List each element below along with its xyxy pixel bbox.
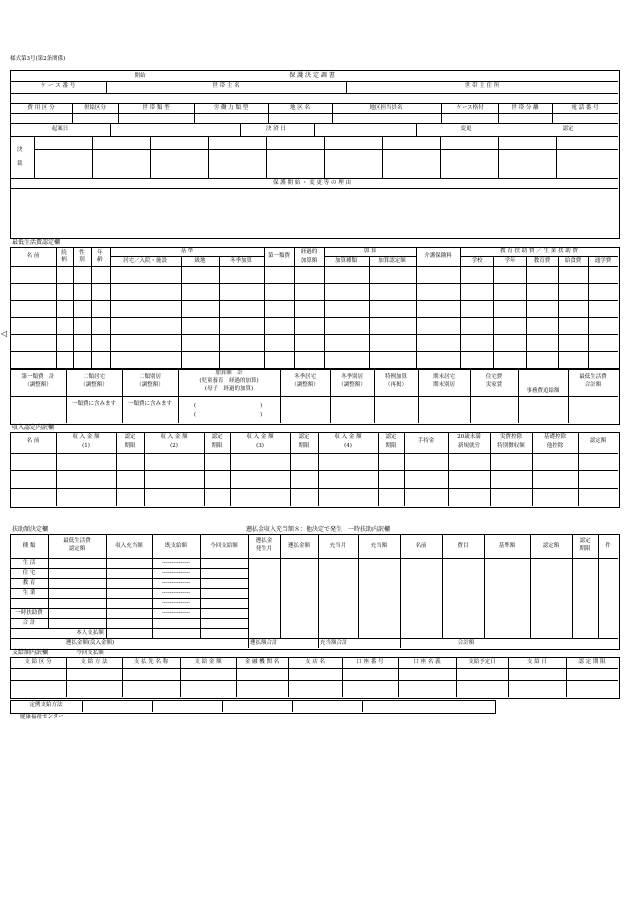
sum-jutaku-2: 実家賃 <box>485 382 503 388</box>
sum-toki-kyotaku-2: （調整額） <box>291 382 319 388</box>
kian-date-label: 起案日 <box>51 126 69 132</box>
juto-total-label: 充当額合計 <box>320 640 348 646</box>
paren-open-2: ( <box>194 412 197 418</box>
hiyo-kubun-label: 費 用 区 分 <box>27 105 55 111</box>
dash-row-6: --------------- <box>162 610 190 616</box>
ichiji-kigen-b: 期限 <box>579 546 591 552</box>
keika-1: 経過的 <box>300 249 318 255</box>
fujo-row-gokei: 合 計 <box>22 620 36 626</box>
saitei-name-header: 名 前 <box>26 253 40 259</box>
kasan-nintei-header: 加算認定額 <box>378 258 406 264</box>
header-table <box>10 70 620 239</box>
shunyu-1-b: (1) <box>82 443 90 449</box>
shunyu-1-a: 収 入 金 額 <box>72 434 100 440</box>
sum-toki-bekkyo-1: 冬季別居 <box>340 374 364 380</box>
sakano-kingaku-header: 遡払金額 <box>287 543 311 549</box>
ichiji-kigen-a: 認定 <box>579 538 591 544</box>
toki-kasan-header: 冬季加算 <box>229 258 253 264</box>
shikyu-kingaku-header: 支 給 金 額 <box>194 659 222 665</box>
teirei-label: 定例支給方法 <box>29 702 63 708</box>
henko-label: 変更 <box>460 126 472 132</box>
shunyu-2-b: (2) <box>170 443 178 449</box>
fujo-saitei-b: 認定額 <box>68 546 86 552</box>
sum-toki-kyotaku-1: 冬季居宅 <box>293 374 317 380</box>
sum-jimuhi: 事務費追給額 <box>526 388 560 394</box>
kasan-shurui-header: 加算種類 <box>334 258 358 264</box>
kijungaku-header: 基準額 <box>498 543 516 549</box>
dash-row-4: --------------- <box>162 590 190 596</box>
sakano-b: 発生月 <box>255 546 273 552</box>
sum-ichirui-2: （調整額） <box>24 382 52 388</box>
kyoikuhi-header: 教育費 <box>533 258 551 264</box>
kinyu-kikan-header: 金 融 機 関 名 <box>244 659 280 665</box>
kigen-2-a: 認定 <box>211 434 223 440</box>
sum-toki-bekkyo-2: （調整額） <box>338 382 366 388</box>
sum-kimatsu-1: 期末居宅 <box>432 374 456 380</box>
juto-tsuki-header: 充当月 <box>329 543 347 549</box>
sum-kimatsu-2: 期末別居 <box>432 382 456 388</box>
dash-row-1: --------------- <box>162 560 190 566</box>
shunyu-4-b: (4) <box>344 443 352 449</box>
jippi-a: 実費控除 <box>499 434 523 440</box>
kigen-4-b: 期限 <box>385 443 397 449</box>
sum-ichirui-1: 第一類費 計 <box>21 374 55 380</box>
sum-kasan-2: (児童養育 経過的加算) <box>199 378 259 384</box>
sum-tokurei-2: （再掲） <box>384 382 408 388</box>
sakano-a: 遡払金 <box>255 538 273 544</box>
shunyu-4-a: 収 入 金 額 <box>334 434 362 440</box>
shunyu-name-header: 名 前 <box>26 438 40 444</box>
himoku-header: 費目 <box>457 543 469 549</box>
shikyu-hoho-header: 支 給 方 法 <box>80 659 108 665</box>
shiten-header: 支 店 名 <box>305 659 325 665</box>
kiso-a: 基礎控除 <box>543 434 567 440</box>
fujo-row-jutaku: 住 宅 <box>22 570 36 576</box>
shikyu-kubun-header: 支 給 区 分 <box>24 659 52 665</box>
ichiji-nintei-header: 認定額 <box>542 543 560 549</box>
form-title: 保 護 決 定 調 書 <box>289 72 335 79</box>
daiichi-header: 第一類費 <box>267 253 291 259</box>
sum-kasan-3: (母子 経過的加算) <box>204 386 254 392</box>
nintei-label: 認定 <box>562 126 574 132</box>
shinki-a: 20歳未満 <box>457 434 481 440</box>
shiharaisaki-header: 支 払 先 名 称 <box>133 659 169 665</box>
footer-center: 健康福祉センター <box>20 714 64 720</box>
kyuchi-header: 級地 <box>194 258 206 264</box>
temochi-header: 手持金 <box>417 438 435 444</box>
sum-saitei-1: 最低生活費 <box>579 374 607 380</box>
reason-title: 保 護 開 始 ・ 変 更 等 の 理 由 <box>273 180 351 186</box>
sum-kasan-1: 加算額 計 <box>215 370 243 376</box>
paren-open-1: ( <box>194 403 197 409</box>
shinki-b: 新規就労 <box>457 443 481 449</box>
rodoryoku-label: 労 働 力 類 型 <box>213 105 249 111</box>
ken-header: 件 <box>605 543 611 549</box>
sum-tokurei-1: 特例加算 <box>384 374 408 380</box>
setainushi-address-label: 世 帯 主 住 所 <box>464 83 500 89</box>
nenrei-2: 齢 <box>97 257 103 263</box>
margin-marker: ◁ <box>1 329 8 338</box>
tsugaku-header: 通学費 <box>594 258 612 264</box>
sum-nirui-kyotaku-2: （調整額） <box>80 382 108 388</box>
kigen-2-b: 期限 <box>211 443 223 449</box>
phone-label: 電 話 番 号 <box>571 105 599 111</box>
gakko-header: 学校 <box>471 258 483 264</box>
kijun-header: 基 準 <box>180 248 194 254</box>
shikyu-bi-header: 支 給 日 <box>527 659 547 665</box>
sakano-total-label: 遡払額合計 <box>250 640 278 646</box>
kyotaku-header: 居宅／入院・施設 <box>122 258 168 264</box>
ichirui-note-1: 一類費に含みます <box>71 401 117 407</box>
paren-close-2: ) <box>260 412 263 418</box>
koza-bango-header: 口 座 番 号 <box>356 659 384 665</box>
yotei-bi-header: 支給予定日 <box>468 659 496 665</box>
dash-row-5: --------------- <box>162 600 190 606</box>
fujo-row-seikatsu: 生 活 <box>22 560 36 566</box>
kessai-char-2: 裁 <box>17 161 23 167</box>
kiso-b: 他控除 <box>546 443 564 449</box>
setai-bunri-label: 世 帯 分 離 <box>511 105 539 111</box>
gakunen-header: 学年 <box>504 258 516 264</box>
shunyu-2-a: 収 入 金 額 <box>160 434 188 440</box>
dash-row-3: --------------- <box>162 580 190 586</box>
fujo-shurui-header: 種 類 <box>22 543 36 549</box>
seibetsu-1: 性 <box>79 250 85 256</box>
case-number-label: ケ ー ス 番 号 <box>40 83 76 89</box>
kyushoku-header: 給食費 <box>564 258 582 264</box>
kaishi-label: 開始 <box>134 73 146 79</box>
sum-nirui-kyotaku-1: 二類居宅 <box>82 374 106 380</box>
gokeigaku-label: 合計額 <box>457 640 475 646</box>
kessai-date-label: 決 済 日 <box>266 126 286 132</box>
kigen-3-b: 期限 <box>298 443 310 449</box>
dash-row-2: --------------- <box>162 570 190 576</box>
sum-nirui-bekkyo-2: （調整額） <box>136 382 164 388</box>
kigen-1-b: 期限 <box>124 443 136 449</box>
koza-meigi-header: 口 座 名 義 <box>413 659 441 665</box>
kaigo-header: 介護保険料 <box>424 253 452 259</box>
ichirui-note-2: 一類費に含みます <box>127 401 173 407</box>
fujo-row-kyoiku: 教 育 <box>22 580 36 586</box>
ichiji-name-header: 名前 <box>415 543 427 549</box>
fujo-juto-header: 収入充当額 <box>115 543 143 549</box>
setai-ruikei-label: 世 帯 類 型 <box>142 105 170 111</box>
paren-close-1: ) <box>260 403 263 409</box>
shunyu-section-label: 収入認定内訳欄 <box>12 424 55 431</box>
zokugara-1: 続 <box>61 250 67 256</box>
kigen-3-a: 認定 <box>298 434 310 440</box>
konkai-shiharai-label: 今回支払額 <box>76 650 104 656</box>
fujo-saitei-a: 最低生活費 <box>63 538 91 544</box>
saitei-section-label: 最低生活費認定欄 <box>12 239 61 246</box>
keika-2: 加算額 <box>300 258 318 264</box>
kigen-1-a: 認定 <box>124 434 136 440</box>
shunyu-3-a: 収 入 金 額 <box>246 434 274 440</box>
heikyu-kubun-label: 併給区分 <box>83 105 107 111</box>
fujo-row-seigyo: 生 業 <box>22 590 36 596</box>
chiku-label: 地 区 名 <box>290 105 310 111</box>
fujo-kishikyu-header: 既支給額 <box>164 543 188 549</box>
zokugara-2: 柄 <box>61 257 67 263</box>
kyoiku-header: 教 育 扶 助 費 ／ 生 業 扶 助 費 <box>500 248 578 254</box>
sakano-section-label: 遡払金収入充当額８：他決定で発生 一時扶助内訳欄 <box>246 526 391 533</box>
kessai-char-1: 決 <box>17 147 23 153</box>
kigen-4-a: 認定 <box>385 434 397 440</box>
fujo-row-ichiji: 一時扶助費 <box>15 610 43 616</box>
juto-gaku-header: 充当額 <box>370 543 388 549</box>
honnin-shiharai-label: 本人支払額 <box>76 630 104 636</box>
sum-nirui-bekkyo-1: 二類別居 <box>138 374 162 380</box>
shikyu-section-label: 支給額内訳欄 <box>12 649 49 656</box>
sum-jutaku-1: 住宅費 <box>485 374 503 380</box>
tantoin-label: 地区担当員名 <box>369 105 403 111</box>
form-id: 様式第3号(第2条関係) <box>10 56 66 62</box>
sakano-reinyu-label: 遡払金額(戻入金額) <box>65 640 115 646</box>
fujo-konkai-header: 今回支給額 <box>210 543 238 549</box>
kasan-header: 加 算 <box>363 248 377 254</box>
jippi-b: 特別徴収額 <box>497 443 525 449</box>
fujo-section-label: 扶助額決定欄 <box>12 526 49 533</box>
case-kakuzuke-label: ケース格付 <box>456 105 484 111</box>
shikyu-kigen-header: 認 定 期 限 <box>578 659 606 665</box>
seibetsu-2: 別 <box>79 257 85 263</box>
nenrei-1: 年 <box>97 250 103 256</box>
sum-saitei-2: 合計額 <box>584 382 602 388</box>
shunyu-3-b: (3) <box>256 443 264 449</box>
setainushi-label: 世 帯 主 名 <box>212 83 240 89</box>
shunyu-nintei-header: 認定額 <box>589 438 607 444</box>
